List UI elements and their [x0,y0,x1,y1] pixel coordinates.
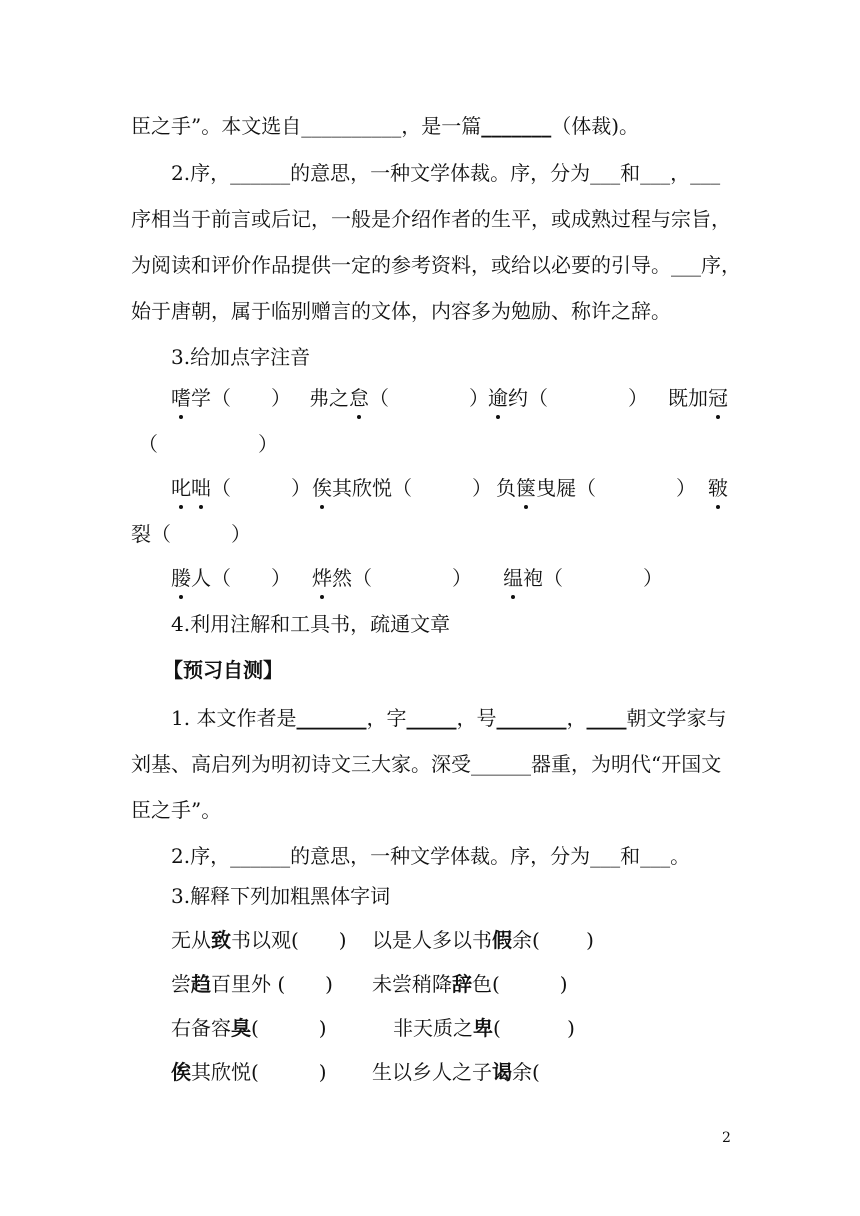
vocab-text: 生以乡人之子 [372,1060,492,1084]
pinyin-item [312,564,472,592]
vocab-item [171,926,347,954]
line-text: （体裁)。 [551,114,640,138]
question-text: ，字 [366,706,407,730]
vocab-text: 书以观( ) [231,928,347,952]
vocab-text: 未尝稍降 [372,972,452,996]
dotted-char: 冠 [708,386,728,410]
pinyin-item [309,384,489,412]
blank: _______ [481,114,552,138]
quiz-question [171,704,726,732]
dotted-char: 缊 [503,566,523,590]
vocab-item [372,970,568,998]
vocab-text: ( ) [493,1016,575,1040]
text-line: 裂（ ） [131,522,251,546]
item-text: 约（ ） [508,386,648,410]
quiz-question: 3.解释下列加粗黑体字词 [171,884,391,908]
page-number: 2 [722,1130,731,1146]
pinyin-item [668,384,728,412]
question-text: ， [566,706,587,730]
item-text: 弗之 [309,386,349,410]
pinyin-item [488,384,648,412]
text-line: 为阅读和评价作品提供一定的参考资料，或给以必要的引导。___序， [131,253,741,277]
blank: ____ [586,706,627,730]
dotted-char: 叱 [171,476,191,500]
vocab-text: ( ) [251,1016,327,1040]
item-text: （ ） [211,476,311,500]
text-line: 刘基、高启列为明初诗文三大家。深受______器重，为明代“开国文 [131,752,722,776]
item-text: 袍（ ） [523,566,663,590]
dotted-char: 怠 [349,386,369,410]
dotted-char: 逾 [488,386,508,410]
text-line: 3.给加点字注音 [171,345,311,369]
item-text: 学（ ） [191,386,291,410]
vocab-text: 尝 [171,972,191,996]
blank: _______ [496,706,567,730]
vocab-item [171,1058,327,1086]
pinyin-row [171,564,291,592]
bold-word: 谒 [492,1060,512,1084]
dotted-char: 箧 [516,476,536,500]
vocab-text: 百里外 ( ) [211,972,333,996]
item-text: 负 [496,476,516,500]
item-text: 人（ ） [191,566,291,590]
bold-word: 假 [492,928,512,952]
pinyin-item [496,474,696,502]
item-text: 然（ ） [332,566,472,590]
bold-word: 卑 [473,1016,493,1040]
pinyin-item [708,474,728,502]
pinyin-row [171,384,291,412]
question-text: 1. 本文作者是 [171,706,297,730]
item-text: 其欣悦（ ） [332,476,492,500]
bold-word: 俟 [171,1060,191,1084]
vocab-text: 无从 [171,928,211,952]
pinyin-item [503,564,663,592]
text-line: （ ） [138,432,278,456]
dotted-char: 咄 [191,476,211,500]
vocab-text: 余( [512,1060,540,1084]
dotted-char: 烨 [312,566,332,590]
vocab-item [171,1014,327,1042]
text-line: 2.序，______的意思，一种文学体裁。序，分为___和___，___ [171,161,721,185]
dotted-char: 皲 [708,476,728,500]
section-title: 【预习自测】 [163,658,283,682]
question-text: ，号 [456,706,497,730]
vocab-item [372,926,594,954]
vocab-item [393,1014,575,1042]
text-line: 4.利用注解和工具书，疏通文章 [171,612,451,636]
vocab-text: 其欣悦( ) [191,1060,327,1084]
vocab-text: 色( ) [472,972,568,996]
item-text: 曳屣（ ） [536,476,696,500]
bold-word: 致 [211,928,231,952]
pinyin-row [171,474,311,502]
text-line: 始于唐朝，属于临别赠言的文体，内容多为勉励、称许之辞。 [131,299,671,323]
bold-word: 趋 [191,972,211,996]
vocab-item [171,970,333,998]
vocab-text: 以是人多以书 [372,928,492,952]
text-line: 序相当于前言或后记，一般是介绍作者的生平，或成熟过程与宗旨， [131,207,731,231]
bold-word: 臭 [231,1016,251,1040]
vocab-item [372,1058,540,1086]
dotted-char: 俟 [312,476,332,500]
text-line: 臣之手”。 [131,798,222,822]
bold-word: 辞 [452,972,472,996]
dotted-char: 嗜 [171,386,191,410]
blank: _______ [296,706,367,730]
question-text: 朝文学家与 [626,706,727,730]
vocab-text: 余( ) [512,928,594,952]
line-text: 臣之手”。本文选自__________，是一篇 [131,114,482,138]
vocab-text: 非天质之 [393,1016,473,1040]
item-text: （ ） [369,386,489,410]
text-line [131,112,639,140]
blank: _____ [406,706,457,730]
dotted-char: 媵 [171,566,191,590]
item-text: 既加 [668,386,708,410]
pinyin-item [312,474,492,502]
vocab-text: 右备容 [171,1016,231,1040]
quiz-question: 2.序，______的意思，一种文学体裁。序，分为___和___。 [171,844,691,868]
